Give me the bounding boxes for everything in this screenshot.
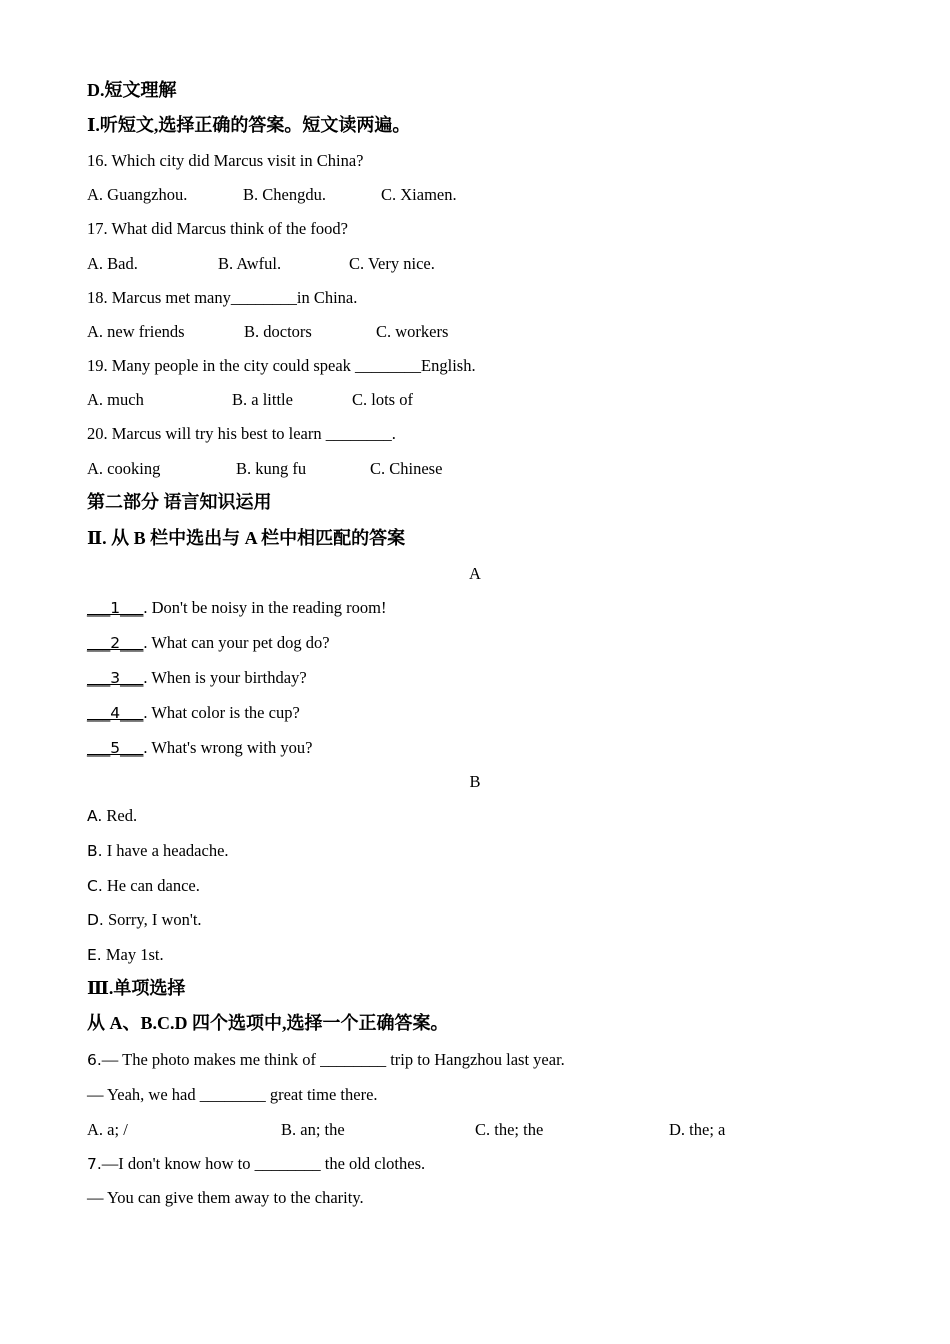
question-7-line2: — You can give them away to the charity. [87, 1188, 364, 1207]
match-a-item-4 [87, 703, 300, 723]
match-a-text: . What color is the cup? [143, 703, 300, 722]
option-c: C. Very nice. [349, 254, 435, 273]
question-7-line1: —I don't know how to ________ the old clothes. [101, 1154, 426, 1173]
question-16: 16. Which city did Marcus visit in China? [87, 151, 364, 170]
match-a-item-3 [87, 668, 307, 688]
question-number: 6. [87, 1051, 102, 1069]
match-a-item-5 [87, 738, 312, 758]
answer-blank: ___3___ [87, 669, 144, 687]
match-b-item-b [87, 841, 229, 861]
part2-title: 第二部分 语言知识运用 [87, 492, 272, 512]
option-a: A. cooking [87, 459, 161, 478]
question-6-line1: — The photo makes me think of ________ trip to Hangzhou last year. [101, 1050, 565, 1069]
option-a: A. new friends [87, 322, 185, 341]
match-b-text: He can dance. [102, 876, 200, 895]
match-b-letter: C. [87, 877, 103, 895]
match-b-item-c [87, 876, 200, 896]
question-number: 7. [87, 1155, 102, 1173]
answer-blank: ___4___ [87, 704, 144, 722]
match-b-letter: E. [87, 946, 102, 964]
match-b-text: I have a headache. [102, 841, 229, 860]
question-17: 17. What did Marcus think of the food? [87, 219, 348, 238]
option-b: B. Chengdu. [243, 185, 326, 204]
match-a-text: . Don't be noisy in the reading room! [143, 598, 387, 617]
part2-instruction: Ⅱ. 从 B 栏中选出与 A 栏中相匹配的答案 [87, 528, 406, 548]
match-b-item-a [87, 806, 137, 826]
match-b-item-e [87, 945, 164, 965]
match-b-letter: D. [87, 911, 104, 929]
option-a: A. Bad. [87, 254, 138, 273]
part3-instruction: 从 A、B.C.D 四个选项中,选择一个正确答案。 [87, 1013, 449, 1033]
match-b-item-d [87, 910, 202, 930]
match-a-text: . When is your birthday? [143, 668, 307, 687]
answer-blank: ___5___ [87, 739, 144, 757]
match-a-item-1 [87, 598, 386, 618]
match-a-item-2 [87, 633, 330, 653]
option-c: C. Xiamen. [381, 185, 457, 204]
match-b-text: May 1st. [101, 945, 164, 964]
question-6-line2: — Yeah, we had ________ great time there. [87, 1085, 378, 1104]
option-a: A. Guangzhou. [87, 185, 188, 204]
column-b-label: B [469, 772, 481, 791]
match-a-text: . What can your pet dog do? [143, 633, 330, 652]
option-b: B. Awful. [218, 254, 282, 273]
option-b: B. kung fu [236, 459, 307, 478]
question-19: 19. Many people in the city could speak ________English. [87, 356, 476, 375]
option-c: C. lots of [352, 390, 413, 409]
section-d-instruction: Ⅰ.听短文,选择正确的答案。短文读两遍。 [87, 115, 411, 135]
match-b-text: Sorry, I won't. [103, 910, 202, 929]
option-b: B. doctors [244, 322, 312, 341]
option-b: B. a little [232, 390, 293, 409]
part3-title: Ⅲ.单项选择 [87, 978, 186, 998]
match-b-letter: B. [87, 842, 103, 860]
option-c: C. the; the [475, 1120, 544, 1139]
question-18: 18. Marcus met many________in China. [87, 288, 358, 307]
question-20: 20. Marcus will try his best to learn ________. [87, 424, 396, 443]
match-a-text: . What's wrong with you? [143, 738, 313, 757]
section-d-title: D.短文理解 [87, 80, 177, 100]
option-a: A. a; / [87, 1120, 128, 1139]
column-a-label: A [469, 564, 481, 583]
option-c: C. workers [376, 322, 449, 341]
option-d: D. the; a [669, 1120, 726, 1139]
question-6 [87, 1050, 565, 1070]
answer-blank: ___1___ [87, 599, 144, 617]
match-b-letter: A. [87, 807, 103, 825]
answer-blank: ___2___ [87, 634, 144, 652]
question-7 [87, 1154, 425, 1174]
match-b-text: Red. [102, 806, 138, 825]
option-b: B. an; the [281, 1120, 345, 1139]
option-c: C. Chinese [370, 459, 443, 478]
option-a: A. much [87, 390, 144, 409]
